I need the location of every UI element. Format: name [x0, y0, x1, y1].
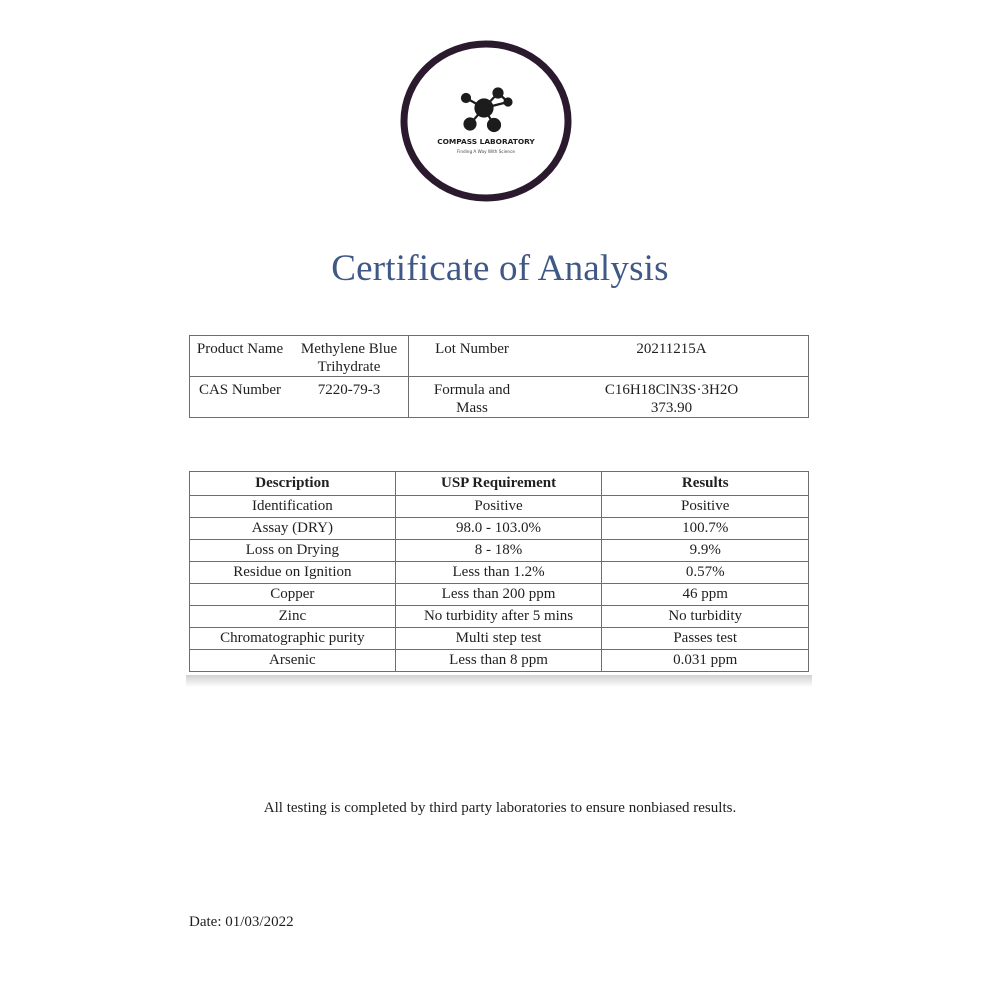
table-header-row [190, 472, 809, 496]
table-row [190, 336, 809, 377]
cell-usp-requirement: Less than 1.2% [395, 562, 602, 584]
column-header-results: Results [602, 472, 809, 496]
product-name-label: Product Name [190, 336, 291, 377]
cell-result: 9.9% [602, 540, 809, 562]
table-row [190, 377, 809, 418]
logo-name: COMPASS LABORATORY [437, 137, 535, 146]
table-row [190, 650, 809, 672]
formula-value [535, 377, 809, 418]
column-header-description: Description [190, 472, 396, 496]
cell-description: Zinc [190, 606, 396, 628]
cell-result: 100.7% [602, 518, 809, 540]
cell-description: Loss on Drying [190, 540, 396, 562]
formula-label-line2: Mass [456, 400, 488, 416]
cell-usp-requirement: Positive [395, 496, 602, 518]
table-row [190, 584, 809, 606]
table-row [190, 606, 809, 628]
cas-number-label: CAS Number [190, 377, 291, 418]
cell-result: Passes test [602, 628, 809, 650]
table-row [190, 496, 809, 518]
formula-value-line: C16H18ClN3S·3H2O [604, 382, 739, 398]
document-date: Date: 01/03/2022 [189, 914, 294, 930]
column-header-usp-requirement: USP Requirement [395, 472, 602, 496]
lot-number-label: Lot Number [409, 336, 536, 377]
cell-description: Residue on Ignition [190, 562, 396, 584]
product-name-value-line2: Trihydrate [317, 359, 381, 375]
cell-description: Chromatographic purity [190, 628, 396, 650]
table-row [190, 628, 809, 650]
mass-value-line: 373.90 [650, 400, 693, 416]
product-name-value [290, 336, 409, 377]
cell-usp-requirement: 98.0 - 103.0% [395, 518, 602, 540]
formula-label-line1: Formula and [433, 382, 511, 398]
cas-number-value: 7220-79-3 [290, 377, 409, 418]
footer-note: All testing is completed by third party laboratories to ensure nonbiased results. [263, 800, 737, 816]
table-row [190, 540, 809, 562]
product-name-value-line1: Methylene Blue [300, 341, 398, 357]
cell-result: Positive [602, 496, 809, 518]
molecule-icon [462, 89, 512, 132]
page-title: Certificate of Analysis [331, 248, 669, 289]
cell-result: 0.57% [602, 562, 809, 584]
table-row [190, 518, 809, 540]
cell-usp-requirement: 8 - 18% [395, 540, 602, 562]
cell-result: 0.031 ppm [602, 650, 809, 672]
lot-number-value: 20211215A [535, 336, 809, 377]
cell-usp-requirement: Multi step test [395, 628, 602, 650]
cell-result: No turbidity [602, 606, 809, 628]
compass-laboratory-logo [400, 40, 572, 202]
cell-result: 46 ppm [602, 584, 809, 606]
table-shadow [186, 675, 812, 687]
logo-tagline: Finding A Way With Science [457, 149, 515, 154]
cell-description: Identification [190, 496, 396, 518]
formula-label [409, 377, 536, 418]
cell-usp-requirement: Less than 8 ppm [395, 650, 602, 672]
cell-usp-requirement: Less than 200 ppm [395, 584, 602, 606]
cell-usp-requirement: No turbidity after 5 mins [395, 606, 602, 628]
cell-description: Assay (DRY) [190, 518, 396, 540]
product-info-table [189, 335, 809, 418]
results-table [189, 471, 809, 672]
cell-description: Copper [190, 584, 396, 606]
table-row [190, 562, 809, 584]
cell-description: Arsenic [190, 650, 396, 672]
